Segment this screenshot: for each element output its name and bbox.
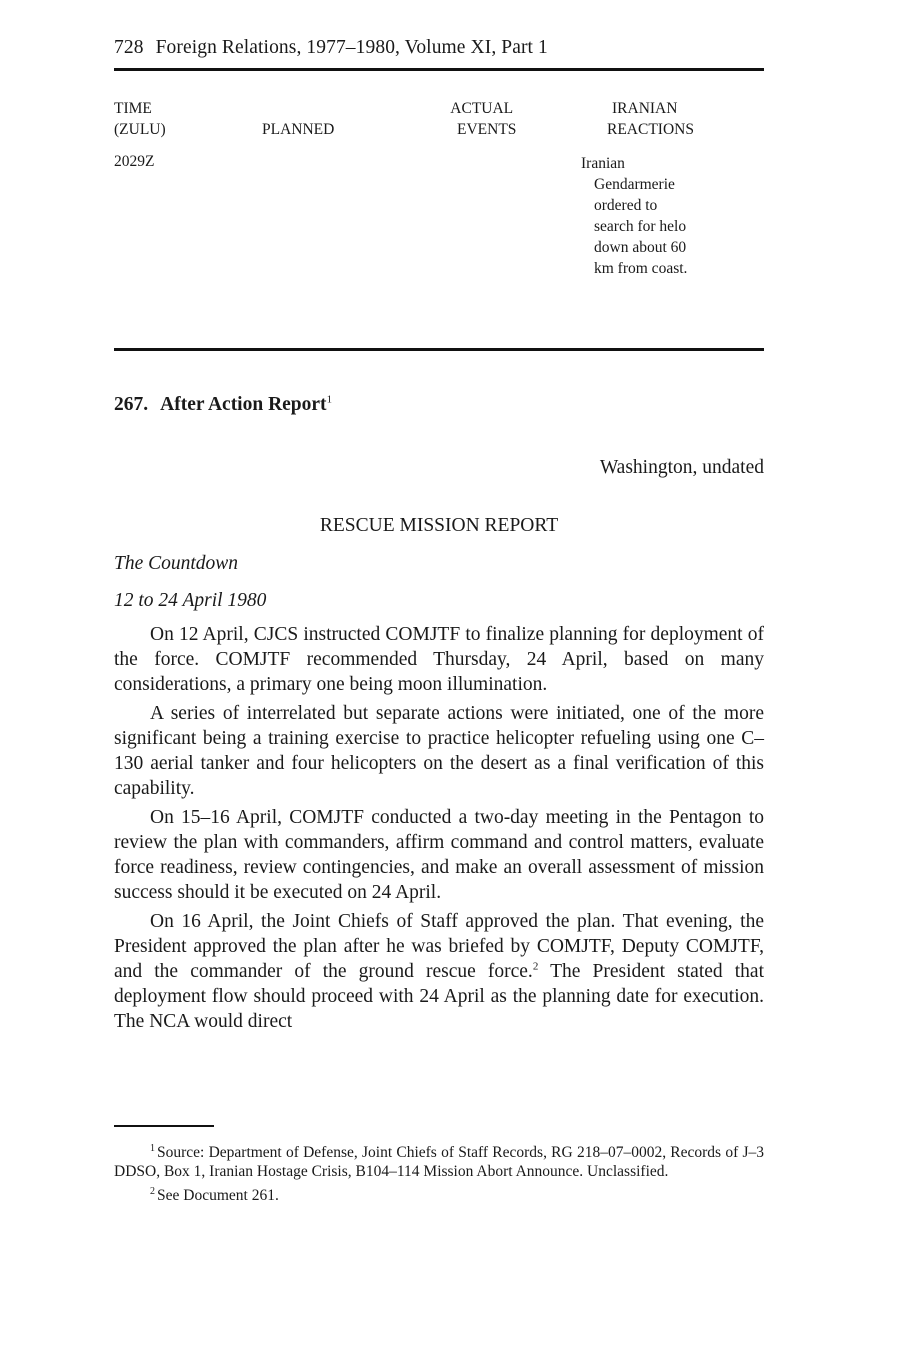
paragraph: A series of interrelated but separate actions were initiated, one of the more significant being a training exercise to practice helicopter refueling using one C–130 aerial tanker and four helicopters on the desert as a final verification of this capability.: [114, 703, 764, 799]
document-heading: [114, 394, 332, 416]
page-number: 728: [114, 37, 144, 58]
footnote-rule: [114, 1125, 214, 1127]
report-body: [114, 622, 764, 1038]
column-header-planned: PLANNED: [262, 121, 335, 138]
subsection-heading: 12 to 24 April 1980: [114, 590, 267, 611]
document-number: 267.: [114, 394, 149, 415]
footnote-ref-2[interactable]: 2: [532, 960, 539, 973]
table-row-iranian-reaction: Iranian Gendarmerie ordered to search for helo down about 60 km from coast.: [581, 155, 688, 277]
footnote-2: $^2$ See Document 261.: [150, 1185, 279, 1204]
column-header-iranian-reactions: IRANIAN REACTIONS: [607, 100, 694, 138]
table-row-time: 2029Z: [114, 153, 155, 170]
running-head: [114, 37, 548, 59]
footnotes: [114, 1143, 764, 1210]
section-divider-rule: [114, 348, 764, 351]
document-title: After Action Report: [160, 394, 327, 415]
paragraph: On 16 April, the Joint Chiefs of Staff approved the plan. That evening, the President approved the plan after he was briefed by COMJTF, Deputy COMJTF, and the commander of the ground rescue force.$^2$ The President stated that deployment flow should proceed with 24 April as the planning date for execution. The NCA would direct: [114, 911, 765, 1032]
footnote-1: $^1$ Source: Department of Defense, Joint Chiefs of Staff Records, RG 218–07–0002, Records of J–3 DDSO, Box 1, Iranian Hostage Crisis, B104–114 Mission Abort Announce. Unclassified.: [114, 1142, 764, 1180]
column-header-time: TIME (ZULU): [114, 100, 166, 138]
dateline: Washington, undated: [599, 457, 764, 478]
report-title: RESCUE MISSION REPORT: [319, 515, 559, 536]
paragraph: On 15–16 April, COMJTF conducted a two-day meeting in the Pentagon to review the plan with commanders, affirm command and control matters, evaluate force readiness, review contingencies, and make an overall assessment of mission success should it be executed on 24 April.: [114, 807, 764, 903]
section-heading: The Countdown: [114, 553, 239, 574]
header-rule: [114, 68, 764, 71]
footnote-ref-1[interactable]: 1: [326, 393, 333, 406]
volume-title: Foreign Relations, 1977–1980, Volume XI, Part 1: [155, 37, 548, 58]
column-header-actual-events: ACTUAL EVENTS: [450, 100, 517, 138]
paragraph: On 12 April, CJCS instructed COMJTF to finalize planning for deployment of the force. COMJTF recommended Thursday, 24 April, based on many considerations, a primary one being moon illumination.: [114, 624, 764, 695]
